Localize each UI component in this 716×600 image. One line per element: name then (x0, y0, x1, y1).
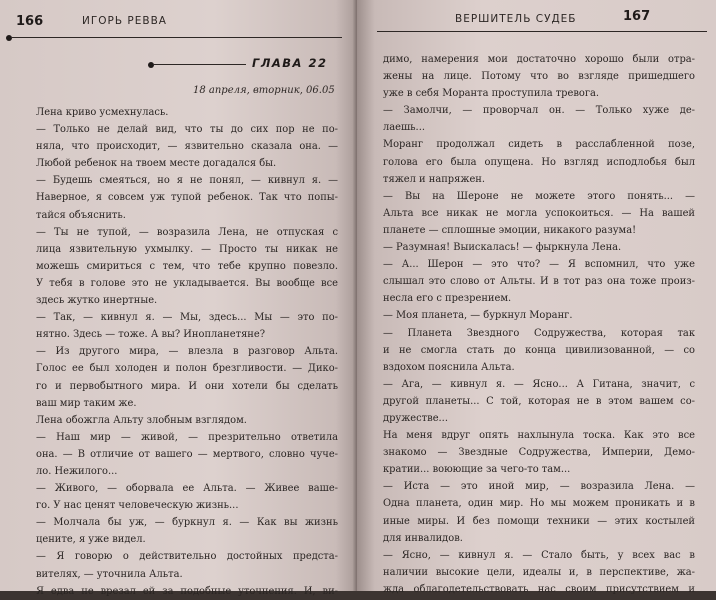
text-line: вителях, — уточнила Альта. (36, 568, 183, 580)
text-line: — Замолчи, — проворчал он. — Только хуже де- (383, 105, 695, 117)
right-header-rule (377, 31, 707, 32)
chapter-title: ГЛАВА 22 (252, 56, 328, 70)
text-line: На меня вдруг опять нахлынула тоска. Как это все (383, 430, 695, 442)
text-line: наличии высокие цели, идеалы и, в перспективе, жа- (383, 566, 695, 578)
text-line: — Живого, — оборвала ее Альта. — Живее ваше- (36, 483, 338, 495)
text-line: — Ага, — кивнул я. — Ясно... А Гитана, значит, с (383, 378, 695, 390)
text-line: го. У нас ценят человеческую жизнь... (36, 500, 239, 512)
text-line: Наверное, я совсем уж тупой ребенок. Так что попы- (36, 192, 338, 204)
text-line: слышал это слово от Альты. И в тот раз она тоже произ- (383, 276, 695, 288)
text-line: кратии... воюющие за чего-то там... (383, 464, 571, 476)
right-running-head: ВЕРШИТЕЛЬ СУДЕБ (455, 13, 577, 25)
text-line: тяжел и напряжен. (383, 173, 486, 185)
text-line: Лена криво усмехнулась. (36, 107, 169, 118)
text-line: и не смогла стать до конца цивилизованной, — со (383, 344, 695, 356)
text-line: голова его была опущена. Но взгляд исподлобья был (383, 156, 695, 168)
text-line: планете — сплошные эмоции, никакого разума! (383, 224, 637, 236)
text-line: лаешь... (383, 122, 425, 134)
text-line: — Вы на Шероне не можете этого понять... — (383, 190, 695, 202)
text-line: здесь жутко инертные. (36, 295, 158, 307)
text-line: она. — В отличие от вашего — мертвого, словно чуче- (36, 448, 338, 460)
text-line: тайся объяснить. (36, 209, 126, 221)
chapter-rule (154, 64, 246, 65)
text-line: Альта все никак не могла успокоиться. — На вашей (383, 207, 695, 219)
text-line: несла его с презрением. (383, 293, 512, 305)
text-line: — Ясно, — кивнул я. — Стало быть, у всех вас в (383, 549, 695, 561)
text-line: — Моя планета, — буркнул Моранг. (383, 310, 573, 322)
text-line: вздохом пояснила Альта. (383, 361, 515, 373)
right-page-number: 167 (623, 9, 651, 24)
text-line: для инвалидов. (383, 532, 463, 544)
date-line: 18 апреля, вторник, 06.05 (193, 85, 335, 96)
left-body-text (36, 104, 338, 600)
chapter-dot (148, 62, 154, 68)
text-line: цените, я уже видел. (36, 534, 146, 546)
text-line: Голос ее был холоден и полон брезгливости. — Дико- (36, 363, 338, 375)
text-line: жены на лице. Потому что во взгляде пришедшего (383, 71, 695, 83)
right-body-text (383, 51, 695, 598)
text-line: нятно. Здесь — тоже. А вы? Инопланетяне? (36, 329, 266, 341)
text-line: — Будешь смеяться, но я не понял, — кивнул я. — (36, 175, 338, 187)
text-line: — Наш мир — живой, — презрительно ответила (36, 431, 338, 443)
text-line: Любой ребенок на твоем месте догадался бы. (36, 158, 277, 170)
text-line: иные миры. И без помощи техники — этих костылей (383, 515, 695, 527)
text-line: другой планеты... С той, которая не в этом вашем со- (383, 395, 695, 407)
text-line: — Из другого мира, — влезла в разговор Альта. (36, 346, 338, 358)
text-line: — Молчала бы уж, — буркнул я. — Как вы жизнь (36, 517, 338, 529)
text-line: го и первобытного мира. И они хотели бы сделать (36, 380, 338, 392)
text-line: Лена обожгла Альту злобным взглядом. (36, 414, 247, 426)
text-line: ло. Нежилого... (36, 465, 118, 477)
text-line: дружестве... (383, 412, 448, 424)
text-line: — Только не делай вид, что ты до сих пор не по- (36, 124, 338, 136)
text-line: — Планета Звездного Содружества, которая так (383, 327, 695, 339)
text-line: можешь смириться с тем, что тебе крупно повезло. (36, 260, 338, 272)
text-line: — Иста — это иной мир, — возразила Лена. — (383, 481, 695, 493)
text-line: — Я говорю о действительно достойных предста- (36, 551, 338, 563)
text-line: У тебя в голове это не укладывается. Вы вообще все (36, 277, 338, 289)
text-line: Одна планета, один мир. Но мы можем проникать и в (383, 498, 695, 510)
text-line: Моранг продолжал сидеть в расслабленной позе, (383, 139, 695, 151)
text-line: жда облагодетельствовать нас своим присутствием и (383, 583, 695, 595)
right-page (357, 0, 716, 595)
text-line: няла, что происходит, — язвительно сказала она. — (36, 141, 338, 153)
text-line: уже в себя Моранта проступила тревога. (383, 88, 600, 100)
text-line: Я едва не врезал ей за подобные уточнения. И, ви- (36, 585, 338, 597)
left-header-dot (6, 35, 12, 41)
text-line: — А... Шерон — это что? — Я вспомнил, что уже (383, 259, 695, 271)
left-running-head: ИГОРЬ РЕВВА (82, 15, 167, 27)
left-page-number: 166 (16, 14, 44, 29)
left-header-rule (12, 37, 342, 38)
text-line: — Разумная! Выискалась! — фыркнула Лена. (383, 242, 622, 254)
text-line: — Ты не тупой, — возразила Лена, не отпуская с (36, 226, 338, 238)
text-line: лица язвительную ухмылку. — Просто ты никак не (36, 243, 338, 255)
text-line: димо, намерения мои достаточно хорошо были отра- (383, 54, 695, 65)
left-page (0, 0, 357, 597)
text-line: — Так, — кивнул я. — Мы, здесь... Мы — это по- (36, 312, 338, 324)
text-line: знакомо — Звездные Содружества, Империи, Демо- (383, 447, 695, 459)
text-line: ваш мир таким же. (36, 397, 137, 409)
